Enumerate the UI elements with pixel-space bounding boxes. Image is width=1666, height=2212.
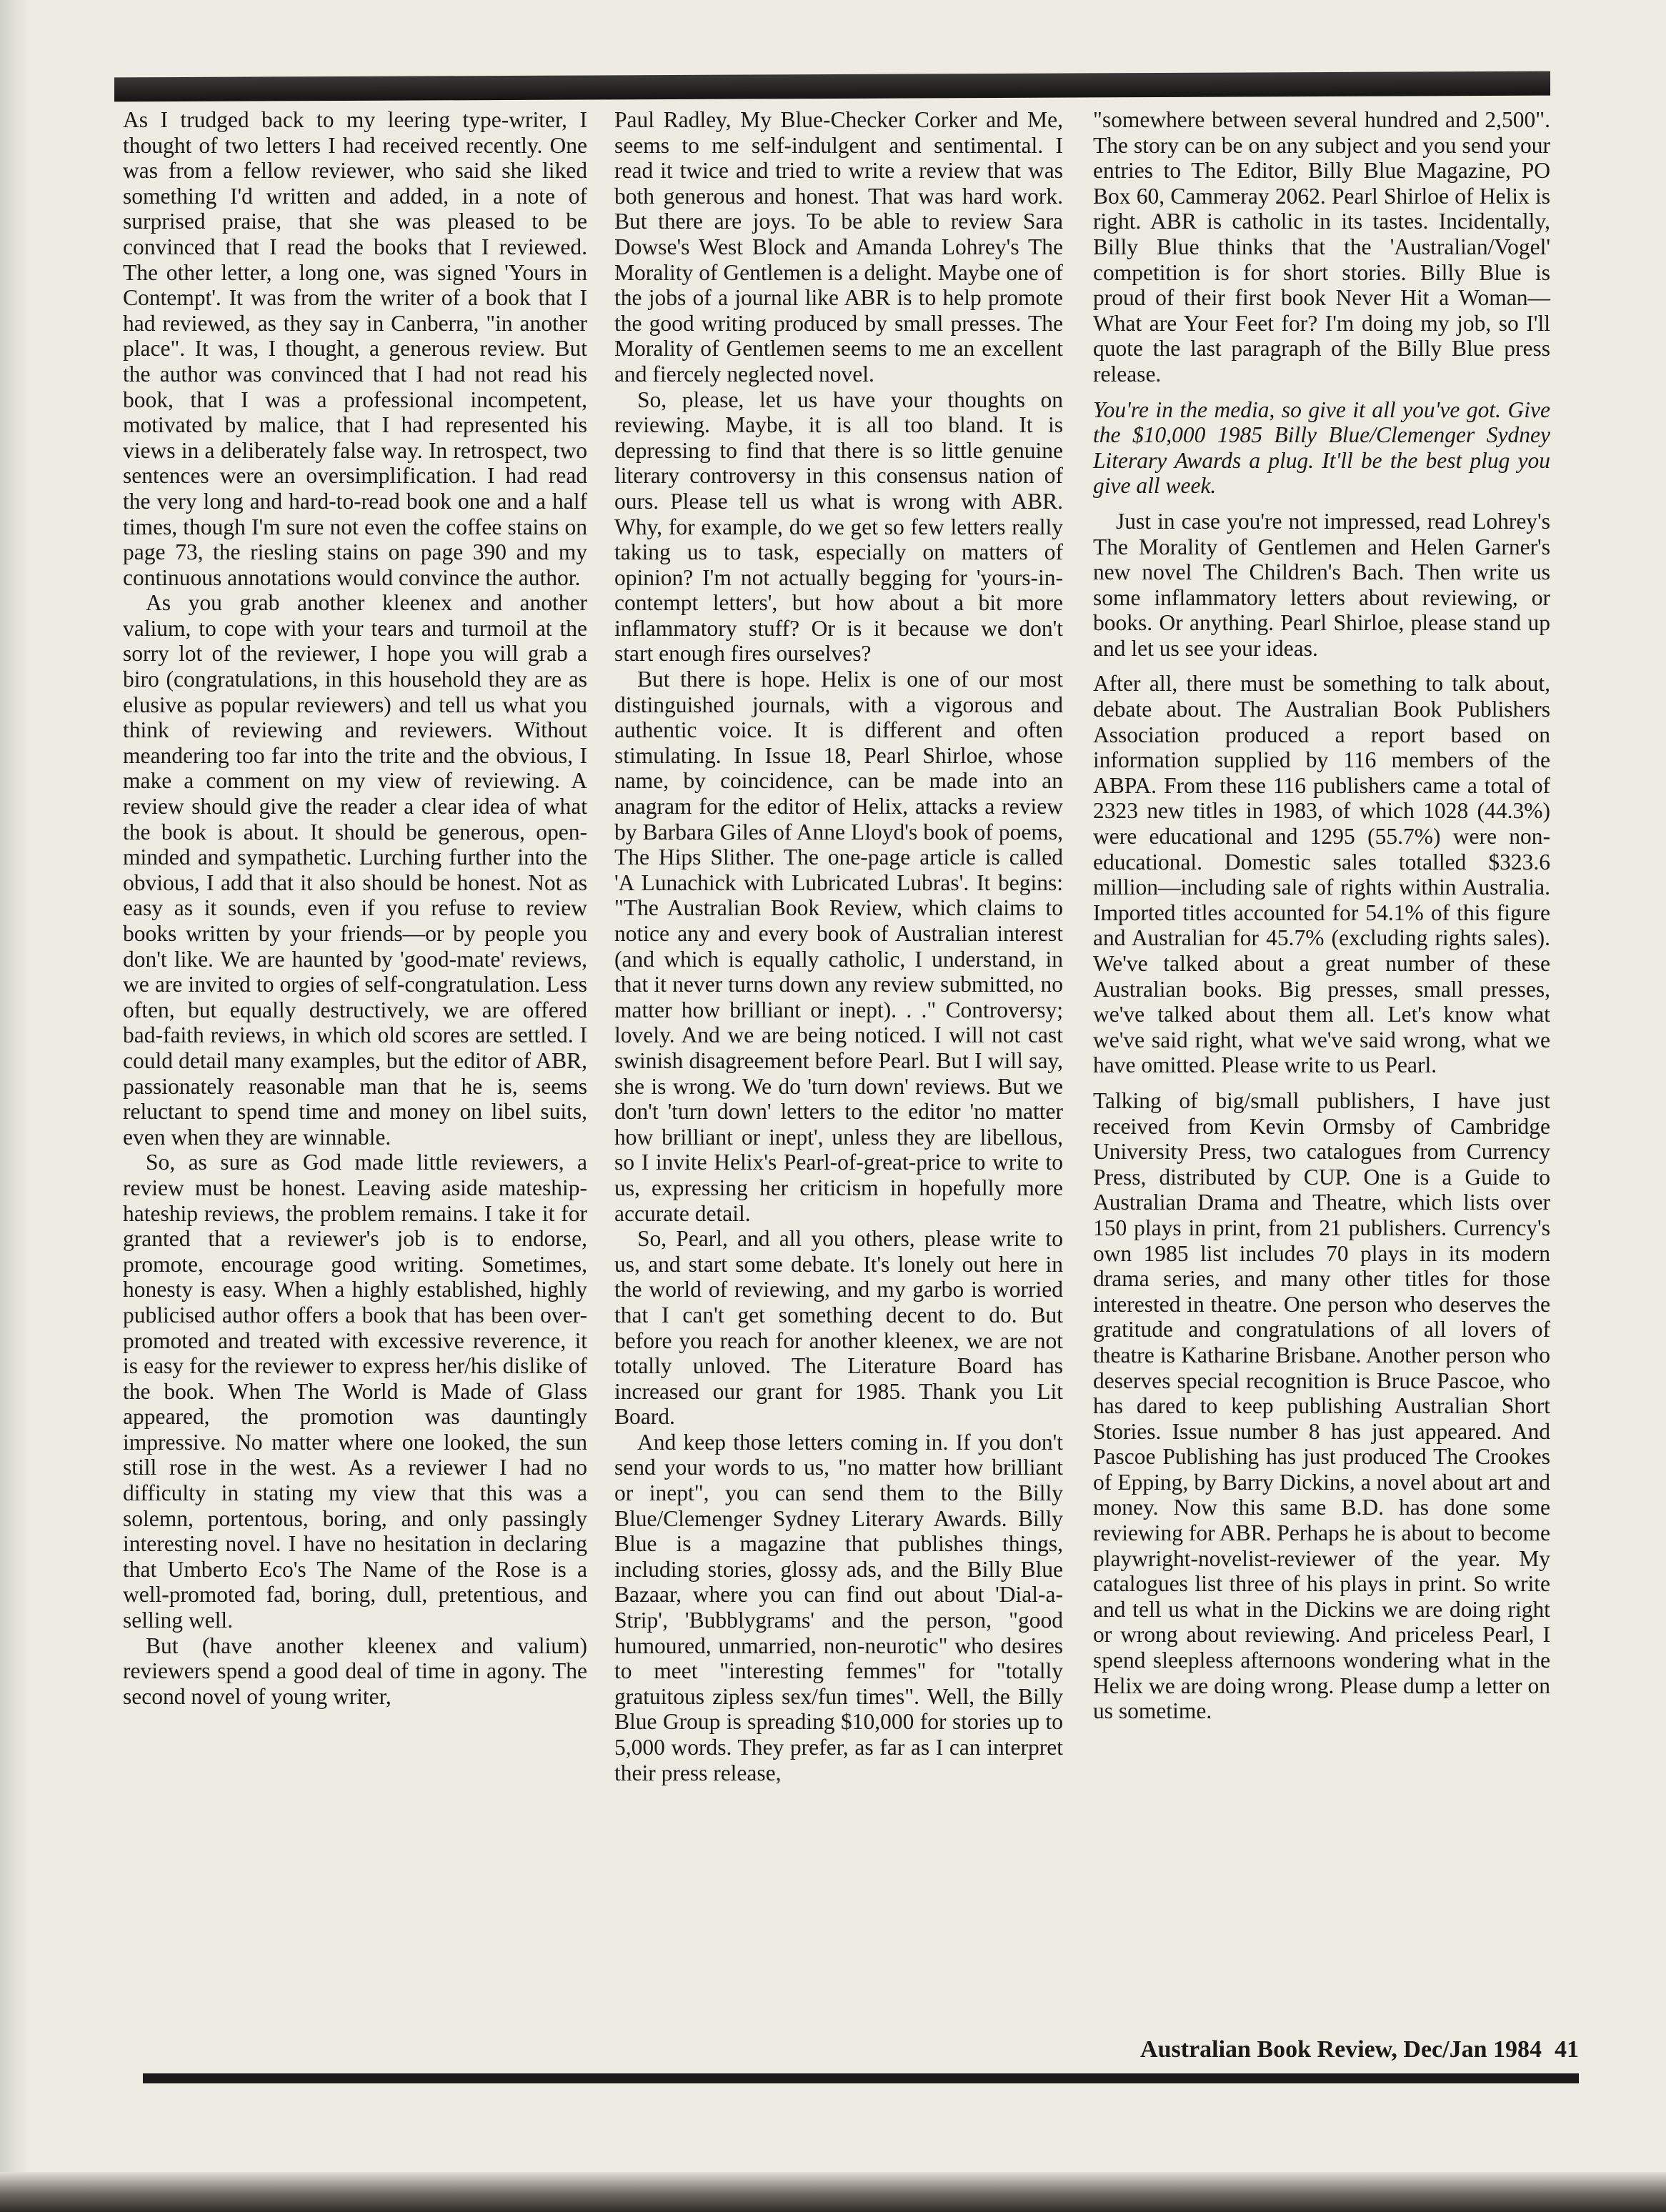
paragraph: As you grab another kleenex and another valium, to cope with your tears and turmoil at the sorry lot of the reviewer, I hope you will grab a biro (congratulations, in this household they are as elusive as popular reviewers) and tell us what you think of reviewing and reviewers. Without meandering too far into the trite and the obvious, I make a comment on my view of reviewing. A review should give the reader a clear idea of what the book is about. It should be generous, open-minded and sympathetic. Lurching further into the obvious, I add that it also should be honest. Not as easy as it sounds, even if you refuse to review books written by your friends—or by people you don't like. We are haunted by 'good-mate' reviews, we are invited to orgies of self-congratulation. Less often, but equally destructively, we are offered bad-faith reviews, in which old scores are settled. I could detail many examples, but the editor of ABR, passionately reasonable man that he is, seems reluctant to spend time and money on libel suits, even when they are winnable. xyxy=(123,590,587,1150)
paragraph: But there is hope. Helix is one of our most distinguished journals, with a vigorous and authentic voice. It is different and often stimulating. In Issue 18, Pearl Shirloe, whose name, by coincidence, can be made into an anagram for the editor of Helix, attacks a review by Barbara Giles of Anne Lloyd's book of poems, The Hips Slither. The one-page article is called 'A Lunachick with Lubricated Lubras'. It begins: "The Australian Book Review, which claims to notice any and every book of Australian interest (and which is equally catholic, I understand, in that it never turns down any review submitted, no matter how brilliant or inept). . ." Controversy; lovely. And we are being noticed. I will not cast swinish disagreement before Pearl. But I will say, she is wrong. We do 'turn down' reviews. But we don't 'turn down' letters to the editor 'no matter how brilliant or inept', unless they are libellous, so I invite Helix's Pearl-of-great-price to write to us, expressing her criticism in hopefully more accurate detail. xyxy=(614,667,1063,1226)
paragraph: So, Pearl, and all you others, please write to us, and start some debate. It's lonely out here in the world of reviewing, and my garbo is worried that I can't get something decent to do. But before you reach for another kleenex, we are not totally unloved. The Literature Board has increased our grant for 1985. Thank you Lit Board. xyxy=(614,1226,1063,1430)
paragraph: As I trudged back to my leering type-writer, I thought of two letters I had received recently. One was from a fellow reviewer, who said she liked something I'd written and added, in a note of surprised praise, that she was pleased to be convinced that I read the books that I reviewed. The other letter, a long one, was signed 'Yours in Contempt'. It was from the writer of a book that I had reviewed, as they say in Canberra, "in another place". It was, I thought, a generous review. But the author was convinced that I had not read his book, that I was a professional incompetent, motivated by malice, that I had represented his views in a deliberately false way. In retrospect, two sentences were an oversimplification. I had read the very long and hard-to-read book one and a half times, though I'm sure not even the coffee stains on page 73, the riesling stains on page 390 and my continuous annotations would convince the author. xyxy=(123,107,587,590)
page-bottom-edge xyxy=(0,2172,1666,2212)
text-column-1 xyxy=(123,107,587,1709)
paragraph: Talking of big/small publishers, I have just received from Kevin Ormsby of Cambridge University Press, two catalogues from Currency Press, distributed by CUP. One is a Guide to Australian Drama and Theatre, which lists over 150 plays in print, from 21 publishers. Currency's own 1985 list includes 70 plays in its modern drama series, and many other titles for those interested in theatre. One person who deserves the gratitude and congratulations of all lovers of theatre is Katharine Brisbane. Another person who deserves special recognition is Bruce Pascoe, who has dared to keep publishing Australian Short Stories. Issue number 8 has just appeared. And Pascoe Publishing has just produced The Crookes of Epping, by Barry Dickins, a novel about art and money. Now this same B.D. has done some reviewing for ABR. Perhaps he is about to become playwright-novelist-reviewer of the year. My catalogues list three of his plays in print. So write and tell us what in the Dickins we are doing right or wrong about reviewing. And priceless Pearl, I spend sleepless afternoons wondering what in the Helix we are doing wrong. Please dump a letter on us sometime. xyxy=(1093,1087,1550,1724)
top-rule xyxy=(114,71,1550,102)
publication-line: Australian Book Review, Dec/Jan 1984 xyxy=(1140,2036,1542,2063)
page-number: 41 xyxy=(1555,2036,1579,2063)
paragraph: You're in the media, so give it all you've got. Give the $10,000 1985 Billy Blue/Clemenger Sydney Literary Awards a plug. It'll be the best plug you give all week. xyxy=(1093,397,1550,499)
paragraph: But (have another kleenex and valium) reviewers spend a good deal of time in agony. The second novel of young writer, xyxy=(123,1633,587,1709)
text-column-2 xyxy=(614,107,1063,1785)
paragraph: After all, there must be something to talk about, debate about. The Australian Book Publishers Association produced a report based on information supplied by 116 members of the ABPA. From these 116 publishers came a total of 2323 new titles in 1983, of which 1028 (44.3%) were educational and 1295 (55.7%) were non-educational. Domestic sales totalled $323.6 million—including sale of rights within Australia. Imported titles accounted for 54.1% of this figure and Australian for 45.7% (excluding rights sales). We've talked about a great number of these Australian books. Big presses, small presses, we've talked about them all. Let's know what we've said right, what we've said wrong, what we have omitted. Please write to us Pearl. xyxy=(1093,671,1550,1078)
paragraph: So, as sure as God made little reviewers, a review must be honest. Leaving aside mateship-hateship reviews, the problem remains. I take it for granted that a reviewer's job is to endorse, promote, encourage good writing. Sometimes, honesty is easy. When a highly established, highly publicised author offers a book that has been over-promoted and treated with excessive reverence, it is easy for the reviewer to express her/his dislike of the book. When The World is Made of Glass appeared, the promotion was dauntingly impressive. No matter where one looked, the sun still rose in the west. As a reviewer I had no difficulty in stating my view that this was a solemn, portentous, boring, and only passingly interesting novel. I have no hesitation in declaring that Umberto Eco's The Name of the Rose is a well-promoted fad, boring, dull, pretentious, and selling well. xyxy=(123,1150,587,1633)
paragraph: So, please, let us have your thoughts on reviewing. Maybe, it is all too bland. It is depressing to find that there is so little genuine literary controversy in this consensus nation of ours. Please tell us what is wrong with ABR. Why, for example, do we get so few letters really taking us to task, especially on matters of opinion? I'm not actually begging for 'yours-in-contempt letters', but how about a bit more inflammatory stuff? Or is it because we don't start enough fires ourselves? xyxy=(614,387,1063,667)
bottom-rule xyxy=(143,2073,1579,2083)
paragraph: Paul Radley, My Blue-Checker Corker and Me, seems to me self-indulgent and sentimental. I read it twice and tried to write a review that was both generous and honest. That was hard work. But there are joys. To be able to review Sara Dowse's West Block and Amanda Lohrey's The Morality of Gentlemen is a delight. Maybe one of the jobs of a journal like ABR is to help promote the good writing produced by small presses. The Morality of Gentlemen seems to me an excellent and fiercely neglected novel. xyxy=(614,107,1063,387)
paragraph: And keep those letters coming in. If you don't send your words to us, "no matter how brilliant or inept", you can send them to the Billy Blue/Clemenger Sydney Literary Awards. Billy Blue is a magazine that publishes things, including stories, glossy ads, and the Billy Blue Bazaar, where you can find out about 'Dial-a-Strip', 'Bubblygrams' and the person, "good humoured, unmarried, non-neurotic" who desires to meet "interesting femmes" for "totally gratuitous zipless sex/fun times". Well, the Billy Blue Group is spreading $10,000 for stories up to 5,000 words. They prefer, as far as I can interpret their press release, xyxy=(614,1429,1063,1785)
paragraph: "somewhere between several hundred and 2,500". The story can be on any subject and you send your entries to The Editor, Billy Blue Magazine, PO Box 60, Cammeray 2062. Pearl Shirloe of Helix is right. ABR is catholic in its tastes. Incidentally, Billy Blue thinks that the 'Australian/Vogel' competition is for short stories. Billy Blue is proud of their first book Never Hit a Woman—What are Your Feet for? I'm doing my job, so I'll quote the last paragraph of the Billy Blue press release. xyxy=(1093,107,1550,387)
paragraph: Just in case you're not impressed, read Lohrey's The Morality of Gentlemen and Helen Garner's new novel The Children's Bach. Then write us some inflammatory letters about reviewing, or books. Or anything. Pearl Shirloe, please stand up and let us see your ideas. xyxy=(1093,508,1550,661)
text-column-3 xyxy=(1093,107,1550,1724)
page-shadow xyxy=(0,0,29,2212)
page-footer xyxy=(1086,2036,1579,2063)
